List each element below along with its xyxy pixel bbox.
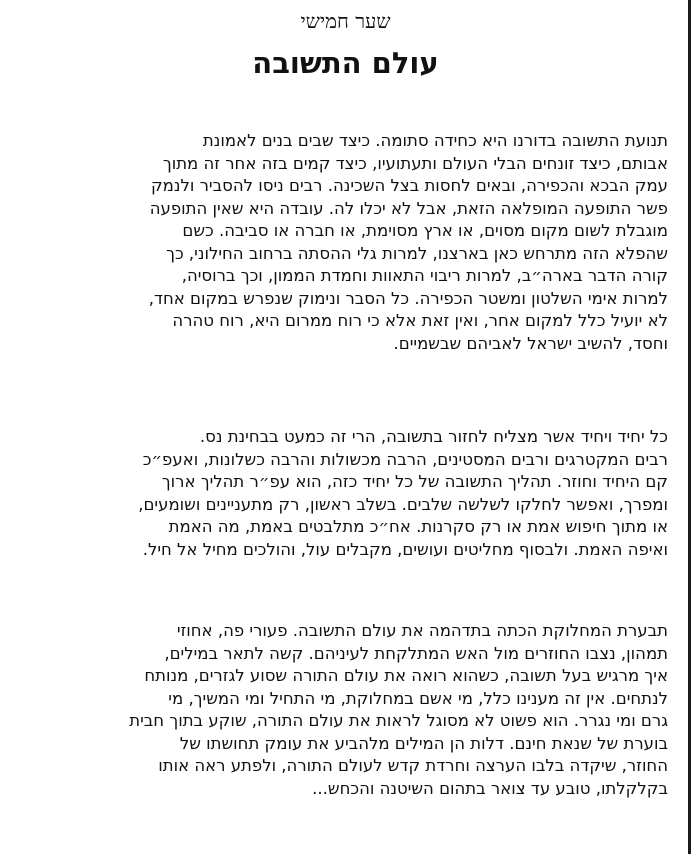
text-line: רבים המקטרגים ורבים המסטינים, הרבה מכשולות והרבה כשלונות, ואעפ״כ xyxy=(142,449,668,469)
text-line: פשר התופעה המופלאה הזאת, אבל לא יכלו לה. עובדה היא שאין התופעה xyxy=(149,198,668,218)
text-line: לא יועיל כלל למקום אחר, ואין זאת אלא כי רוח ממרום היא, רוח טהרה xyxy=(172,311,668,330)
paragraph-2 xyxy=(22,426,668,561)
text-line: החוזר, שיקדה בלבו הערצה וחרדת קדש לעולם התורה, ולפתע ראה אותו xyxy=(158,756,668,775)
text-line: ואיפה האמת. ולבסוף מחליטים ועושים, מקבלים עול, והולכים מחיל אל חיל. xyxy=(142,539,668,559)
text-line: למרות אימי השלטון ומשטר הכפירה. כל הסבר ונימוק שנפרש במקום אחד, xyxy=(148,288,668,308)
text-line: תבערת המחלוקת הכתה בתדהמה את עולם התשובה. פעורי פה, אחוזי xyxy=(176,621,668,640)
text-line: מוגבלת לשום מקום מסוים, או ארץ מסוימת, או חברה או סביבה. כשם xyxy=(182,221,668,240)
text-line: ומפרך, ואפשר לחלקו לשלשה שלבים. בשלב ראשון, רק מתעניינים ושומעים, xyxy=(138,494,668,514)
text-line: קורה הדבר בארה״ב, למרות ריבוי התאוות וחמדת הממון, וכך ברוסיה, xyxy=(181,266,668,285)
paragraph-1 xyxy=(22,130,668,355)
chapter-label: שער חמישי xyxy=(300,9,391,33)
text-line: תנועת התשובה בדורנו היא כחידה סתומה. כיצד שבים בנים לאמונת xyxy=(202,131,668,150)
text-line: בוערת של שנאת חינם. דלות הן המילים מלהביע את עומק תחושתו של xyxy=(179,733,668,753)
text-line: אבותם, כיצד זונחים הבלי העולם ותעתועיו, כיצד קמים בזה אחר זה מתוך xyxy=(162,153,668,173)
text-line: בקלקלתו, טובע עד צואר בתהום השיטנה והכחש... xyxy=(312,778,668,798)
text-line: גרם ומי נגרר. הוא פשוט לא מסוגל לראות את עולם התורה, שוקע בתוך חבית xyxy=(129,711,668,730)
text-line: תמהון, נצבו החוזרים מול האש המתלקחת לעיניהם. קשה לתאר במילים, xyxy=(164,643,668,663)
text-line: קם היחיד וחוזר. תהליך התשובה של כל יחיד כזה, הוא עפ״ר תהליך ארוך xyxy=(161,472,668,491)
text-line: לנתחים. אין זה מענינו כלל, מי אשם במחלוקת, מי התחיל ומי המשיך, מי xyxy=(168,688,668,708)
chapter-header xyxy=(0,8,691,82)
text-line: איך מרגיש בעל תשובה, כשהוא רואה את עולם התורה שסוע לגזרים, מנותח xyxy=(144,666,668,685)
text-line: עמק הבכא והכפירה, ובאים לחסות בצל השכינה. רבים ניסו להסביר ולנמק xyxy=(150,176,668,195)
text-line: או מתוך חיפוש אמת או רק סקרנות. אח״כ מתלבטים באמת, מה האמת xyxy=(168,517,668,536)
chapter-title: עולם התשובה xyxy=(252,46,439,80)
text-line: וחסד, להשיב ישראל לאביהם שבשמיים. xyxy=(393,333,668,353)
text-line: כל יחיד ויחיד אשר מצליח לחזור בתשובה, הרי זה כמעט בבחינת נס. xyxy=(199,427,668,446)
text-line: שהפלא הזה מתרחש כאן בארצנו, למרות גלי ההסתה ברחוב החילוני, כך xyxy=(166,243,668,263)
paragraph-3 xyxy=(22,620,668,800)
